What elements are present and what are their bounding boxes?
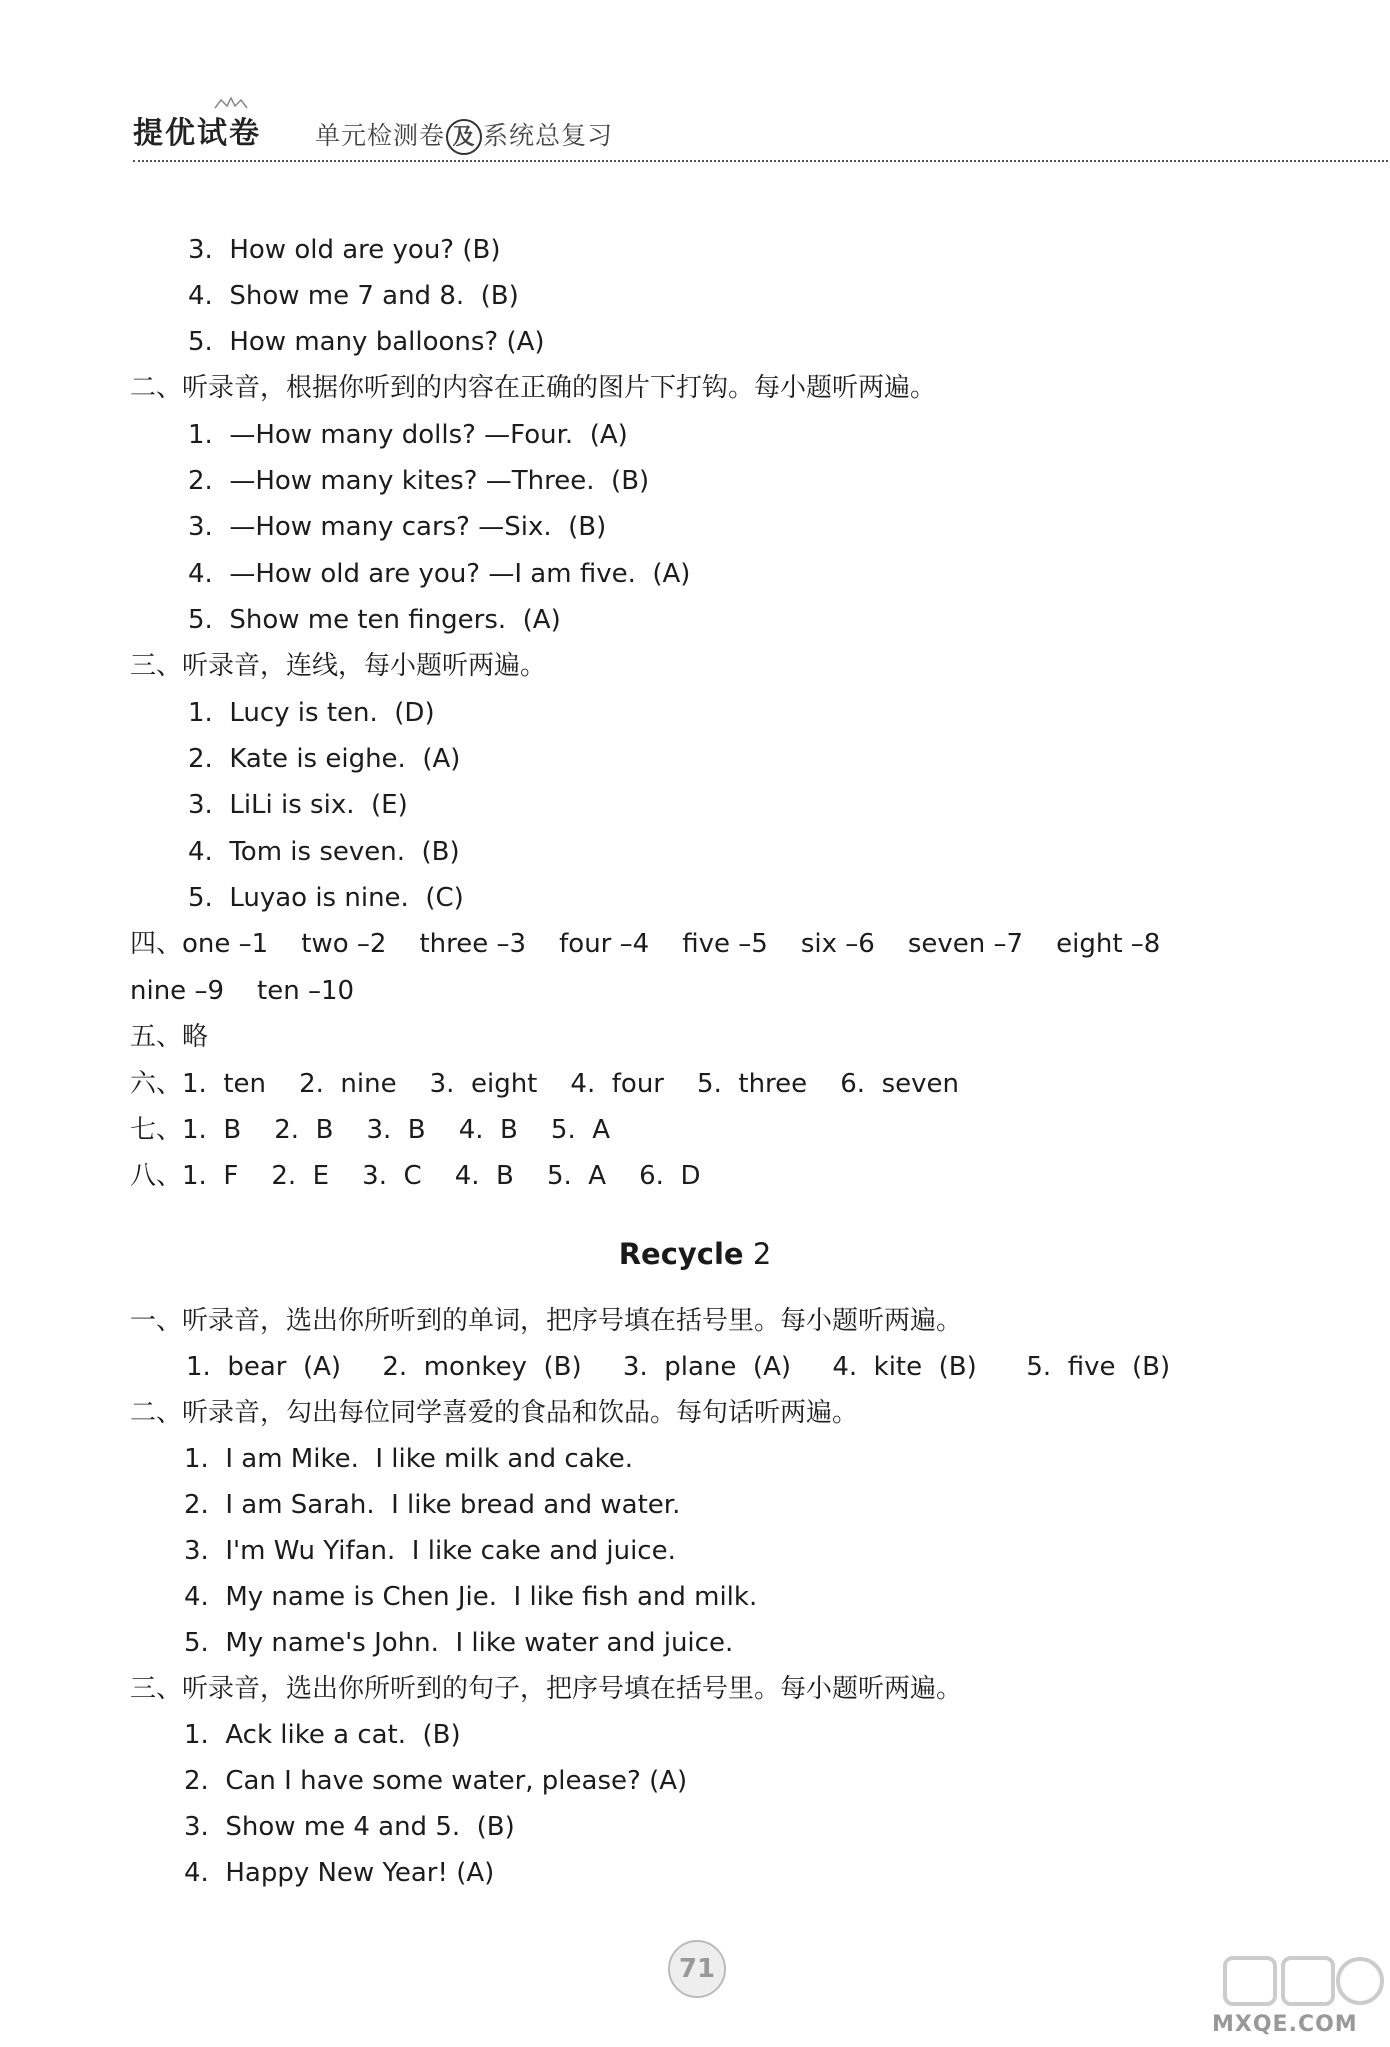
answer-line: 5. My name's John. I like water and juice.: [184, 1628, 734, 1658]
watermark-text: MXQE.COM: [1212, 2012, 1358, 2037]
answer-line: 1. Ack like a cat. (B): [184, 1720, 461, 1750]
answer-line: 七、1. B 2. B 3. B 4. B 5. A: [130, 1115, 611, 1145]
answer-line: 1. Lucy is ten. (D): [188, 698, 435, 728]
answer-line: 5. Luyao is nine. (C): [188, 883, 464, 913]
answer-line: nine –9 ten –10: [130, 976, 355, 1006]
answer-line: 4. My name is Chen Jie. I like fish and milk.: [184, 1582, 758, 1612]
answer-line: 5. How many balloons? (A): [188, 327, 545, 357]
answer-line: 3. —How many cars? —Six. (B): [188, 512, 607, 542]
subtitle-pre: 单元检测卷: [315, 121, 446, 150]
answer-line: 2. Can I have some water, please? (A): [184, 1766, 688, 1796]
answer-line: 1. —How many dolls? —Four. (A): [188, 420, 628, 450]
header-divider: [133, 160, 1388, 162]
answer-line: 3. LiLi is six. (E): [188, 790, 408, 820]
answer-line: 八、1. F 2. E 3. C 4. B 5. A 6. D: [130, 1161, 701, 1191]
answer-line: 4. —How old are you? —I am five. (A): [188, 559, 691, 589]
answer-line: 5. Show me ten fingers. (A): [188, 605, 561, 635]
answer-line: 4. Happy New Year! (A): [184, 1858, 495, 1888]
answer-line: 1. bear (A) 2. monkey (B) 3. plane (A) 4. kite (B) 5. five (B): [186, 1352, 1171, 1382]
subtitle-post: 系统总复习: [483, 121, 614, 150]
crown-ornament-icon: [211, 96, 251, 112]
answer-line: 六、1. ten 2. nine 3. eight 4. four 5. three 6. seven: [130, 1069, 959, 1099]
answer-line: 2. Kate is eighe. (A): [188, 744, 461, 774]
answer-line: 2. I am Sarah. I like bread and water.: [184, 1490, 681, 1520]
answer-line: 4. Tom is seven. (B): [188, 837, 460, 867]
section-heading: 二、听录音，勾出每位同学喜爱的食品和饮品。每句话听两遍。: [130, 1398, 859, 1428]
answer-line: 3. I'm Wu Yifan. I like cake and juice.: [184, 1536, 676, 1566]
recycle-title: [0, 1236, 1390, 1272]
section-heading: 三、听录音，连线，每小题听两遍。: [130, 651, 547, 681]
recycle-title-word: Recycle: [618, 1237, 744, 1271]
answer-line: 3. How old are you? (B): [188, 235, 501, 265]
answer-line: 1. I am Mike. I like milk and cake.: [184, 1444, 634, 1474]
page-number: 71: [668, 1940, 726, 1998]
page-header: [133, 100, 1388, 158]
section-heading: 五、略: [130, 1022, 209, 1052]
answer-line: 2. —How many kites? —Three. (B): [188, 466, 650, 496]
recycle-title-number: 2: [743, 1237, 772, 1271]
section-heading: 二、听录音，根据你听到的内容在正确的图片下打钩。每小题听两遍。: [130, 373, 937, 403]
circled-char-icon: 及: [446, 119, 482, 155]
brand-title: 提优试卷: [133, 116, 261, 151]
section-heading: 三、听录音，选出你所听到的句子，把序号填在括号里。每小题听两遍。: [130, 1674, 963, 1704]
answer-line: 3. Show me 4 and 5. (B): [184, 1812, 515, 1842]
answer-line: 4. Show me 7 and 8. (B): [188, 281, 519, 311]
answer-line: 四、one –1 two –2 three –3 four –4 five –5 six –6 seven –7 eight –8: [130, 929, 1161, 959]
section-heading: 一、听录音，选出你所听到的单词，把序号填在括号里。每小题听两遍。: [130, 1306, 963, 1336]
header-subtitle: [315, 116, 613, 155]
